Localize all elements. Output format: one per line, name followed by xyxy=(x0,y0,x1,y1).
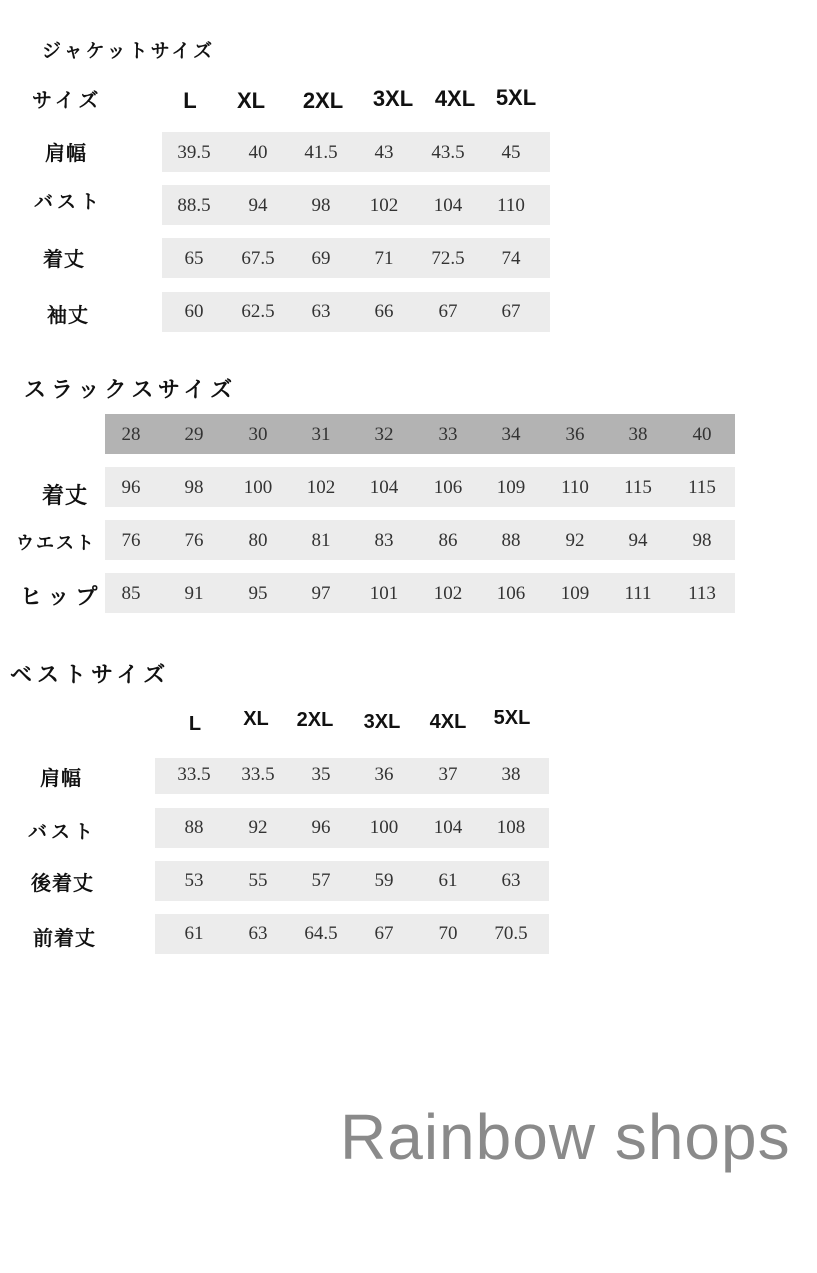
jacket-row-label: バスト xyxy=(34,191,104,213)
vest-cell: 36 xyxy=(374,764,394,785)
slacks-cell: 80 xyxy=(248,530,268,551)
slacks-cell: 98 xyxy=(184,477,204,498)
slacks-cell: 101 xyxy=(369,583,399,604)
jacket-cell: 67.5 xyxy=(241,248,275,269)
jacket-cell: 43 xyxy=(374,142,394,163)
jacket-cell: 40 xyxy=(248,142,268,163)
slacks-size-header: 34 xyxy=(501,424,521,445)
jacket-row-label: 肩幅 xyxy=(45,141,87,165)
slacks-cell: 109 xyxy=(560,583,590,604)
vest-cell: 38 xyxy=(501,764,521,785)
vest-size-header: XL xyxy=(243,708,269,730)
vest-cell: 63 xyxy=(248,923,268,944)
slacks-row-label: ウエスト xyxy=(16,533,96,554)
vest-row-label: 肩幅 xyxy=(40,766,82,790)
slacks-size-header: 29 xyxy=(184,424,204,445)
slacks-size-header: 33 xyxy=(438,424,458,445)
jacket-cell: 72.5 xyxy=(431,248,465,269)
vest-size-header: 5XL xyxy=(493,707,531,729)
jacket-size-header: 4XL xyxy=(434,86,476,111)
vest-row-label: バスト xyxy=(28,821,98,843)
vest-size-header: L xyxy=(188,713,202,735)
jacket-size-header: XL xyxy=(236,88,266,113)
vest-cell: 104 xyxy=(433,817,463,838)
jacket-cell: 98 xyxy=(311,195,331,216)
jacket-size-header: 3XL xyxy=(372,86,414,111)
jacket-cell: 102 xyxy=(369,195,399,216)
slacks-size-header: 31 xyxy=(311,424,331,445)
vest-cell: 61 xyxy=(438,870,458,891)
jacket-cell: 45 xyxy=(501,142,521,163)
slacks-cell: 91 xyxy=(184,583,204,604)
slacks-cell: 98 xyxy=(692,530,712,551)
vest-cell: 33.5 xyxy=(241,764,275,785)
slacks-section-title: スラックスサイズ xyxy=(24,378,238,403)
vest-cell: 70 xyxy=(438,923,458,944)
slacks-cell: 81 xyxy=(311,530,331,551)
vest-row-label: 前着丈 xyxy=(33,926,96,950)
slacks-cell: 106 xyxy=(496,583,526,604)
slacks-cell: 106 xyxy=(433,477,463,498)
vest-size-header: 3XL xyxy=(363,711,401,733)
jacket-size-header: 5XL xyxy=(495,85,537,110)
vest-cell: 70.5 xyxy=(494,923,528,944)
slacks-cell: 115 xyxy=(688,477,716,498)
jacket-cell: 66 xyxy=(374,301,394,322)
vest-cell: 88 xyxy=(184,817,204,838)
jacket-row-label: 着丈 xyxy=(43,247,85,271)
slacks-row-label: 着丈 xyxy=(42,484,89,509)
jacket-row-label: 袖丈 xyxy=(47,303,89,327)
slacks-cell: 115 xyxy=(624,477,652,498)
jacket-cell: 94 xyxy=(248,195,268,216)
slacks-cell: 95 xyxy=(248,583,268,604)
slacks-cell: 113 xyxy=(688,583,716,604)
slacks-cell: 109 xyxy=(496,477,526,498)
vest-cell: 92 xyxy=(248,817,268,838)
slacks-cell: 76 xyxy=(184,530,204,551)
vest-cell: 100 xyxy=(369,817,399,838)
jacket-cell: 41.5 xyxy=(304,142,338,163)
slacks-cell: 86 xyxy=(438,530,458,551)
jacket-cell: 69 xyxy=(311,248,331,269)
jacket-cell: 104 xyxy=(433,195,463,216)
jacket-cell: 65 xyxy=(184,248,204,269)
jacket-cell: 62.5 xyxy=(241,301,275,322)
jacket-section-title: ジャケットサイズ xyxy=(42,40,216,62)
vest-section-title: ベストサイズ xyxy=(10,663,171,688)
vest-size-header: 2XL xyxy=(296,709,334,731)
slacks-size-header: 40 xyxy=(692,424,712,445)
vest-cell: 53 xyxy=(184,870,204,891)
vest-cell: 35 xyxy=(311,764,331,785)
jacket-cell: 88.5 xyxy=(177,195,211,216)
vest-cell: 33.5 xyxy=(177,764,211,785)
jacket-cell: 110 xyxy=(497,195,525,216)
slacks-size-header: 38 xyxy=(628,424,648,445)
vest-cell: 61 xyxy=(184,923,204,944)
vest-size-header: 4XL xyxy=(429,711,467,733)
vest-row-label: 後着丈 xyxy=(31,871,94,895)
slacks-row-label: ヒップ xyxy=(20,585,104,610)
vest-cell: 63 xyxy=(501,870,521,891)
slacks-cell: 102 xyxy=(433,583,463,604)
jacket-cell: 60 xyxy=(184,301,204,322)
slacks-size-header: 28 xyxy=(121,424,141,445)
slacks-cell: 110 xyxy=(561,477,589,498)
slacks-cell: 111 xyxy=(624,583,652,604)
jacket-cell: 39.5 xyxy=(177,142,211,163)
jacket-cell: 63 xyxy=(311,301,331,322)
slacks-cell: 100 xyxy=(243,477,273,498)
jacket-cell: 74 xyxy=(501,248,521,269)
slacks-cell: 92 xyxy=(565,530,585,551)
slacks-size-header: 32 xyxy=(374,424,394,445)
vest-cell: 67 xyxy=(374,923,394,944)
vest-cell: 108 xyxy=(496,817,526,838)
jacket-size-label: サイズ xyxy=(32,88,103,112)
vest-cell: 59 xyxy=(374,870,394,891)
jacket-cell: 43.5 xyxy=(431,142,465,163)
jacket-cell: 71 xyxy=(374,248,394,269)
slacks-cell: 76 xyxy=(121,530,141,551)
jacket-size-header: 2XL xyxy=(302,88,344,113)
slacks-cell: 96 xyxy=(121,477,141,498)
slacks-cell: 94 xyxy=(628,530,648,551)
vest-cell: 37 xyxy=(438,764,458,785)
jacket-cell: 67 xyxy=(438,301,458,322)
brand-watermark: Rainbow shops xyxy=(340,1101,791,1173)
jacket-size-header: L xyxy=(183,88,197,113)
vest-cell: 64.5 xyxy=(304,923,338,944)
slacks-cell: 85 xyxy=(121,583,141,604)
slacks-cell: 83 xyxy=(374,530,394,551)
slacks-size-header: 30 xyxy=(248,424,268,445)
jacket-cell: 67 xyxy=(501,301,521,322)
slacks-cell: 104 xyxy=(369,477,399,498)
slacks-size-header: 36 xyxy=(565,424,585,445)
slacks-cell: 97 xyxy=(311,583,331,604)
vest-cell: 57 xyxy=(311,870,331,891)
slacks-cell: 88 xyxy=(501,530,521,551)
slacks-cell: 102 xyxy=(306,477,336,498)
vest-cell: 96 xyxy=(311,817,331,838)
vest-cell: 55 xyxy=(248,870,268,891)
